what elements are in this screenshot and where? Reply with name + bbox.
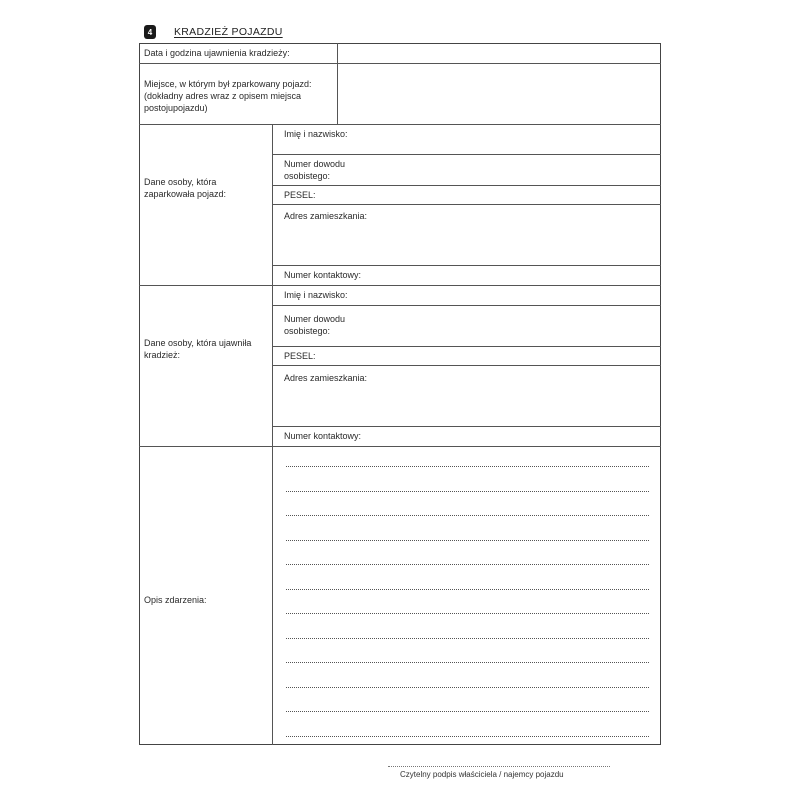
theft-datetime-field[interactable] [339, 45, 659, 62]
parker-address-label: Adres zamieszkania: [284, 211, 368, 221]
description-writing-line[interactable] [286, 466, 649, 467]
description-writing-line[interactable] [286, 564, 649, 565]
parking-location-field[interactable] [339, 65, 659, 122]
row-divider [139, 124, 661, 125]
parker-id-card-field[interactable] [380, 156, 659, 183]
discoverer-id-card-label: Numer dowodu osobistego: [284, 314, 346, 336]
parker-phone-field[interactable] [385, 267, 659, 284]
parker-pesel-field[interactable] [330, 187, 659, 203]
section-header [144, 23, 283, 41]
description-writing-line[interactable] [286, 589, 649, 590]
subrow-divider [272, 365, 661, 366]
description-writing-line[interactable] [286, 638, 649, 639]
column-divider [272, 124, 273, 745]
description-writing-line[interactable] [286, 736, 649, 737]
parker-phone-label: Numer kontaktowy: [284, 270, 362, 280]
description-writing-line[interactable] [286, 662, 649, 663]
signature-label: Czytelny podpis właściciela / najemcy pojazdu [400, 770, 564, 779]
discoverer-pesel-field[interactable] [330, 348, 659, 364]
subrow-divider [272, 346, 661, 347]
signature-line[interactable] [388, 766, 610, 767]
row-divider [139, 63, 661, 64]
section-title: KRADZIEŻ POJAZDU [174, 26, 283, 38]
description-label: Opis zdarzenia: [144, 595, 207, 605]
discoverer-address-field[interactable] [284, 386, 659, 424]
description-writing-line[interactable] [286, 613, 649, 614]
parker-address-field[interactable] [284, 224, 659, 263]
discoverer-section-label: Dane osoby, która ujawniła kradzież: [144, 338, 252, 360]
row-divider [139, 285, 661, 286]
discoverer-pesel-label: PESEL: [284, 351, 316, 361]
parker-name-field[interactable] [380, 126, 659, 152]
row-divider [139, 446, 661, 447]
parking-location-label: Miejsce, w którym był zparkowany pojazd: (dokładny adres wraz z opisem miejsca postojupojazdu) [144, 79, 312, 113]
subrow-divider [272, 426, 661, 427]
discoverer-phone-field[interactable] [385, 428, 659, 445]
column-divider [337, 43, 338, 124]
discoverer-name-field[interactable] [380, 287, 659, 304]
discoverer-address-label: Adres zamieszkania: [284, 373, 368, 383]
section-number-badge: 4 [144, 25, 156, 39]
description-writing-line[interactable] [286, 515, 649, 516]
discoverer-id-card-field[interactable] [380, 307, 659, 345]
description-writing-line[interactable] [286, 491, 649, 492]
description-writing-line[interactable] [286, 687, 649, 688]
theft-datetime-label: Data i godzina ujawnienia kradzieży: [144, 48, 290, 58]
parker-id-card-label: Numer dowodu osobistego: [284, 159, 346, 181]
parker-section-label: Dane osoby, która zaparkowała pojazd: [144, 177, 227, 199]
subrow-divider [272, 204, 661, 205]
parker-pesel-label: PESEL: [284, 190, 316, 200]
subrow-divider [272, 154, 661, 155]
discoverer-phone-label: Numer kontaktowy: [284, 431, 362, 441]
description-writing-line[interactable] [286, 711, 649, 712]
discoverer-name-label: Imię i nazwisko: [284, 290, 348, 300]
subrow-divider [272, 305, 661, 306]
parker-name-label: Imię i nazwisko: [284, 129, 348, 139]
description-writing-line[interactable] [286, 540, 649, 541]
subrow-divider [272, 265, 661, 266]
subrow-divider [272, 185, 661, 186]
